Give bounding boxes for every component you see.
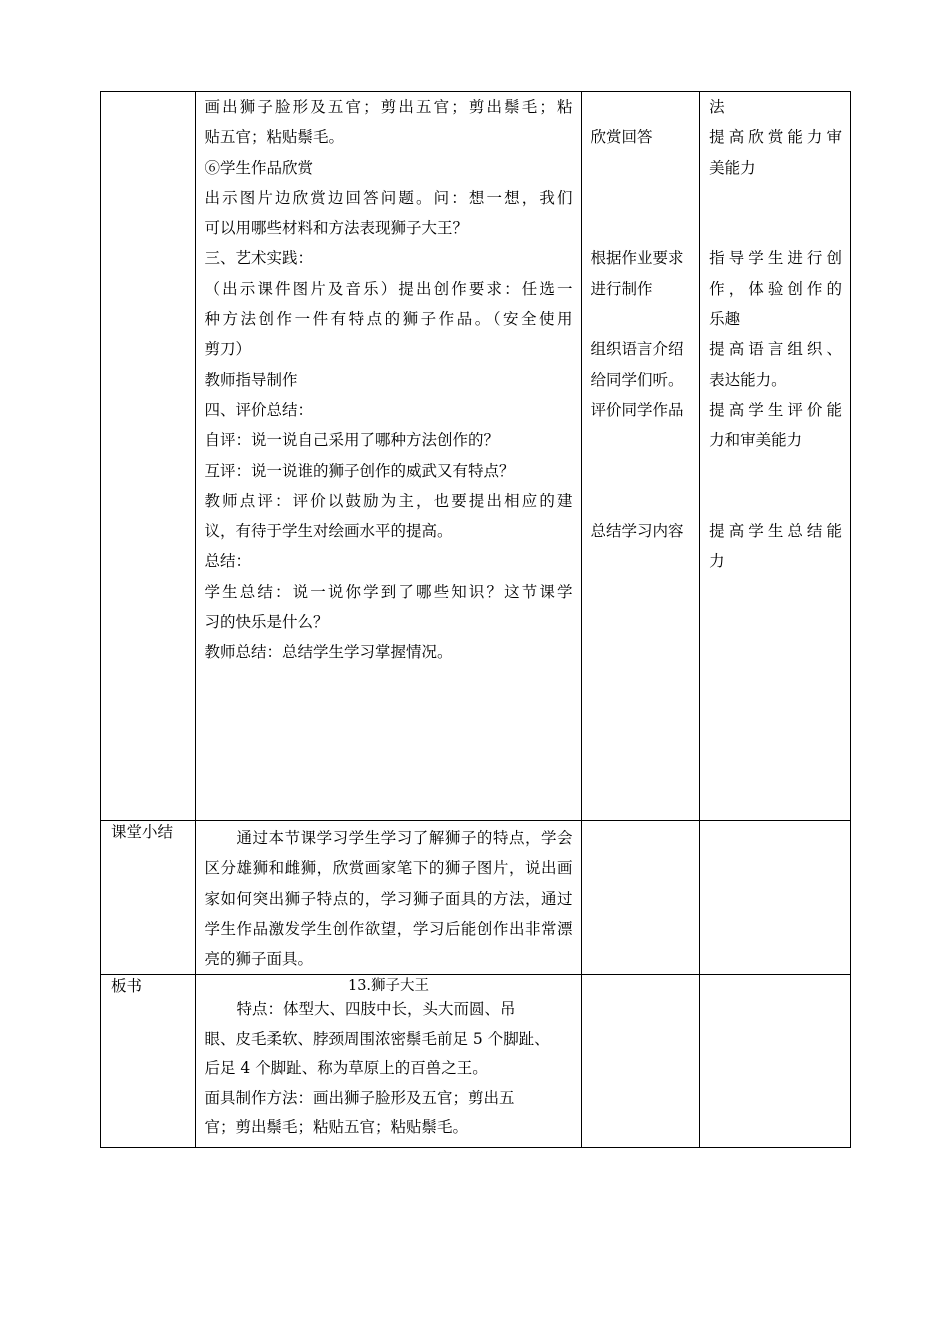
class-summary-row: [101, 821, 851, 975]
teaching-process-row: [101, 92, 851, 821]
process-line: 贴五官；粘贴鬃毛。: [204, 128, 345, 147]
activity-text: 总结学习内容: [590, 522, 684, 541]
process-line: （出示课件图片及音乐）提出创作要求：任选一: [204, 279, 573, 298]
board-line: 后足 4 个脚趾、称为草原上的百兽之王。: [204, 1059, 488, 1078]
process-line: 出示图片边欣赏边回答问题。问：想一想，我们: [204, 188, 573, 207]
intent-text: 表达能力。: [709, 370, 787, 389]
intent-text: 力和审美能力: [709, 431, 803, 450]
intent-text: 提高学生评价能: [709, 400, 842, 419]
activity-text: 给同学们听。: [590, 370, 684, 389]
blackboard-row: [101, 975, 851, 1148]
process-line: ⑥学生作品欣赏: [204, 158, 314, 177]
intent-text: 提高学生总结能: [709, 522, 842, 541]
board-label-cell: [101, 975, 196, 1148]
intent-text: 指导学生进行创: [709, 249, 842, 268]
design-intent-cell: [700, 92, 851, 821]
board-empty-cell: [581, 975, 700, 1148]
board-content-cell: [195, 975, 581, 1148]
board-empty-cell: [700, 975, 851, 1148]
intent-text: 作，体验创作的: [709, 279, 842, 298]
activity-text: 根据作业要求: [590, 249, 684, 268]
process-line: 教师总结：总结学生学习掌握情况。: [204, 643, 453, 662]
summary-empty-cell: [700, 821, 851, 975]
process-line: 三、艺术实践：: [204, 249, 314, 268]
summary-label: 课堂小结: [111, 823, 174, 841]
board-label: 板书: [111, 977, 143, 996]
summary-text-cell: [195, 821, 581, 975]
activity-text: 进行制作: [590, 279, 653, 298]
process-line: 画出狮子脸形及五官；剪出五官；剪出鬃毛；粘: [204, 98, 573, 116]
intent-text: 提高欣赏能力审: [709, 128, 842, 147]
board-title: 13.狮子大王: [347, 978, 430, 995]
summary-text: 通过本节课学习学生学习了解狮子的特点，学会区分雄狮和雌狮，欣赏画家笔下的狮子图片，说出画家如何突出狮子特点的，学习狮子面具的方法，通过学生作品激发学生创作欲望，学习后能创作出非常漂亮的狮子面具。: [204, 829, 573, 969]
summary-label-cell: [101, 821, 196, 975]
process-line: 互评：说一说谁的狮子创作的威武又有特点？: [204, 461, 515, 480]
intent-text: 力: [709, 552, 725, 571]
process-line: 剪刀）: [204, 340, 252, 359]
process-line: 四、评价总结：: [204, 400, 314, 419]
process-line: 总结：: [204, 552, 252, 571]
board-line: 官；剪出鬃毛；粘贴五官；粘贴鬃毛。: [204, 1118, 469, 1137]
student-activity-cell: [581, 92, 700, 821]
intent-text: 美能力: [709, 158, 756, 177]
intent-text: 法: [709, 98, 725, 116]
process-line: 教师点评：评价以鼓励为主，也要提出相应的建: [204, 491, 573, 510]
process-line: 教师指导制作: [204, 370, 298, 389]
process-line: 议，有待于学生对绘画水平的提高。: [204, 522, 453, 541]
teaching-process-cell: [195, 92, 581, 821]
board-line: 眼、皮毛柔软、脖颈周围浓密鬃毛前足 5 个脚趾、: [204, 1029, 550, 1048]
summary-empty-cell: [581, 821, 700, 975]
activity-text: 组织语言介绍: [590, 340, 684, 359]
intent-text: 提高语言组织、: [709, 340, 842, 359]
activity-text: 欣赏回答: [590, 128, 653, 147]
activity-text: 评价同学作品: [590, 400, 684, 419]
process-line: 自评：说一说自己采用了哪种方法创作的？: [204, 431, 500, 450]
process-line: 学生总结：说一说你学到了哪些知识？这节课学: [204, 582, 573, 601]
process-line: 可以用哪些材料和方法表现狮子大王？: [204, 219, 469, 238]
board-line: 特点：体型大、四肢中长，头大而圆、吊: [236, 1000, 516, 1019]
lesson-plan-table: [100, 91, 851, 1148]
process-line: 习的快乐是什么？: [204, 613, 329, 632]
process-line: 种方法创作一件有特点的狮子作品。（安全使用: [204, 310, 573, 329]
intent-text: 乐趣: [709, 310, 741, 329]
process-label-cell: [101, 92, 196, 821]
board-line: 面具制作方法：画出狮子脸形及五官；剪出五: [204, 1088, 515, 1107]
